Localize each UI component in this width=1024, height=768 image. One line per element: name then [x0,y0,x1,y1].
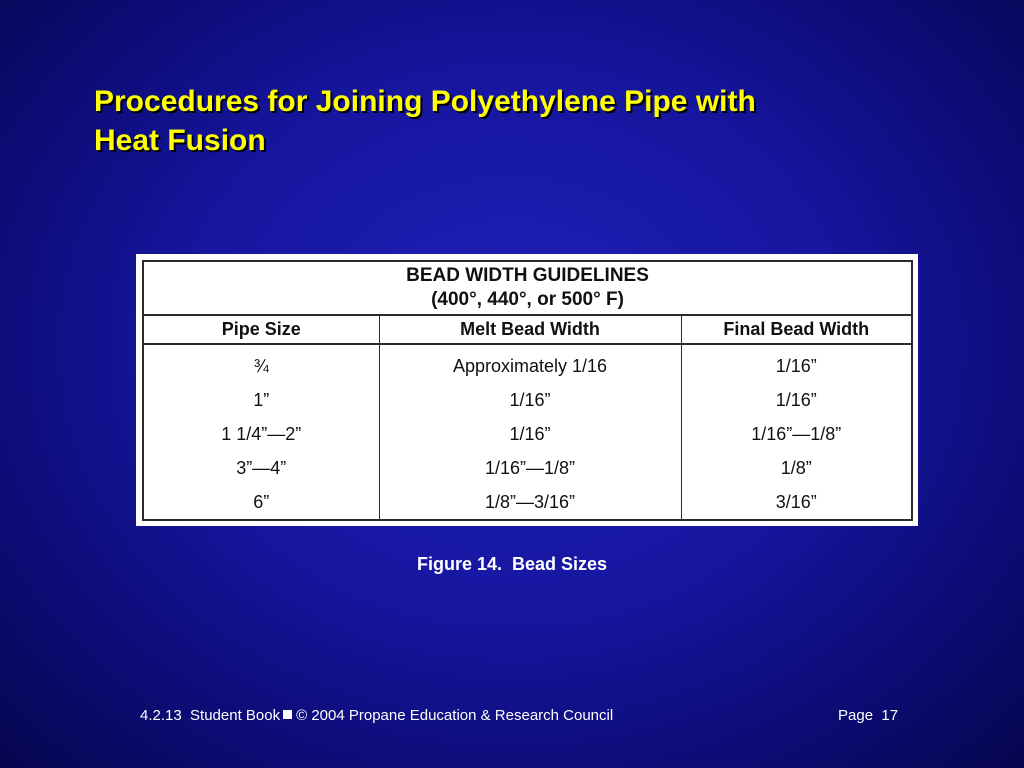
table-title: BEAD WIDTH GUIDELINES [406,265,649,286]
table-row [143,344,912,383]
cell-final-bead-width: 1/16”—1/8” [751,423,842,444]
footer-book-label: 4.2.13 Student Book [140,707,281,724]
header-melt-bead-width: Melt Bead Width [379,315,681,344]
cell-pipe-size: 6” [143,485,379,520]
table-row [143,417,912,451]
header-pipe-size: Pipe Size [143,315,379,344]
cell-final-bead-width: 1/16” [775,355,817,376]
table-row [143,485,912,520]
cell-final-bead-width: 1/8” [780,457,812,478]
figure-caption: Figure 14. Bead Sizes [416,554,608,574]
bead-width-figure [136,254,918,526]
table-caption-row [143,261,912,315]
table-caption [143,261,912,315]
slide-title [94,82,894,160]
cell-pipe-size: 1 1/4”—2” [143,417,379,451]
table-subtitle: (400°, 440°, or 500° F) [431,289,624,310]
cell-pipe-size: ¾ [143,344,379,383]
cell-melt-bead-width: 1/16”—1/8” [379,451,681,485]
table-row [143,451,912,485]
footer-copyright: © 2004 Propane Education & Research Council [296,707,614,724]
cell-melt-bead-width: 1/8”—3/16” [379,485,681,520]
page-number: Page 17 [838,707,899,724]
footer-text [140,707,613,724]
header-final-bead-width: Final Bead Width [681,315,912,344]
cell-melt-bead-width: 1/16” [379,417,681,451]
slide-title-line: Procedures for Joining Polyethylene Pipe with [94,85,756,118]
bead-width-table [142,260,913,521]
cell-pipe-size: 1” [143,383,379,417]
table-row [143,383,912,417]
cell-pipe-size: 3”—4” [143,451,379,485]
table-header-row [143,315,912,344]
slide-title-line: Heat Fusion [94,124,266,157]
cell-melt-bead-width: Approximately 1/16 [379,344,681,383]
cell-melt-bead-width: 1/16” [379,383,681,417]
cell-final-bead-width: 1/16” [775,389,817,410]
square-bullet-icon [283,710,292,719]
cell-final-bead-width: 3/16” [775,491,817,512]
